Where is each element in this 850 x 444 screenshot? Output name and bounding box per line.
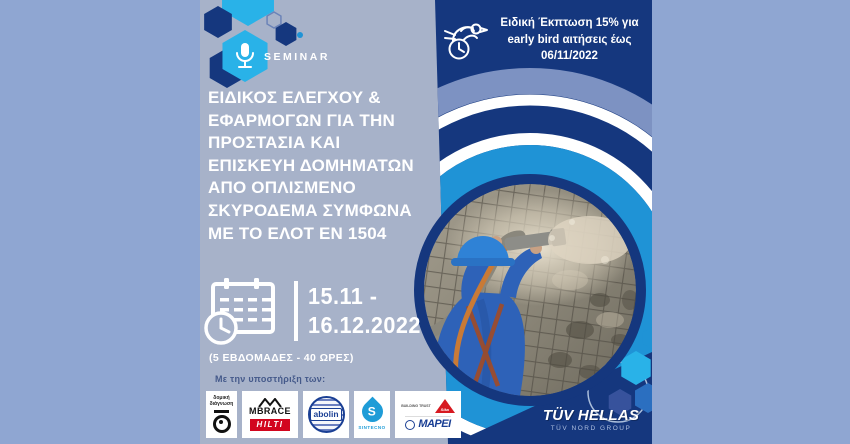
early-bird-offer xyxy=(443,15,645,65)
early-bird-line-1: Ειδική Έκπτωση 15% για xyxy=(500,17,639,29)
doma-logo-line-1: δομική xyxy=(213,395,230,402)
title-line-5: ΑΠΟ ΟΠΛΙΣΜΕΝΟ xyxy=(208,178,356,198)
abolin-circle-mark xyxy=(308,396,345,433)
date-line-1: 15.11 - xyxy=(308,283,378,310)
sponsors-intro-label: Με την υποστήριξη των: xyxy=(215,374,326,384)
mapei-label: MAPEI xyxy=(418,418,451,430)
date-divider xyxy=(294,281,298,341)
sponsor-logos xyxy=(206,391,461,438)
seminar-title xyxy=(208,87,414,245)
sika-triangle-mark xyxy=(435,399,455,413)
early-bird-line-3: 06/11/2022 xyxy=(541,50,598,63)
early-bird-line-2: early bird αιτήσεις έως xyxy=(507,33,632,46)
title-line-2: ΕΦΑΡΜΟΓΩΝ ΓΙΑ ΤΗΝ xyxy=(208,110,395,130)
doma-logo-line-2: διάγνωση xyxy=(209,401,234,407)
hexagon-cluster xyxy=(204,0,303,88)
mapei-row xyxy=(405,416,450,430)
sika-row xyxy=(401,399,455,413)
sika-label: Sika xyxy=(440,407,449,412)
left-letterbox xyxy=(0,0,200,444)
date-line-2: 16.12.2022 xyxy=(308,312,421,338)
tuv-nord-group-label: TÜV NORD GROUP xyxy=(550,425,632,432)
sintecno-logo xyxy=(354,391,390,438)
sintecno-initial: S xyxy=(367,404,377,419)
doma-logo-bar xyxy=(214,410,229,413)
early-bird-icon xyxy=(443,18,489,62)
seminar-badge-label: SEMINAR xyxy=(264,51,330,63)
date-section xyxy=(210,276,428,346)
doma-logo-mark xyxy=(213,415,231,433)
organizer-logo xyxy=(534,407,648,432)
right-letterbox xyxy=(652,0,850,444)
abolin-label: abolin xyxy=(310,408,341,420)
title-line-3: ΠΡΟΣΤΑΣΙΑ ΚΑΙ xyxy=(208,133,341,153)
doma-diagnosi-logo xyxy=(206,391,237,438)
sintecno-label: SINTECNO xyxy=(358,425,386,430)
mbrace-hilti-logo xyxy=(242,391,298,438)
early-bird-text xyxy=(494,15,645,65)
sika-mapei-logo xyxy=(395,391,461,438)
title-line-6: ΣΚΥΡΟΔΕΜΑ ΣΥΜΦΩΝΑ xyxy=(208,201,412,221)
abolin-logo xyxy=(303,391,349,438)
title-line-1: ΕΙΔΙΚΟΣ ΕΛΕΓΧΟΥ & xyxy=(208,88,381,107)
mbrace-label: MBRACE xyxy=(249,406,291,417)
sintecno-drop-mark xyxy=(357,397,387,427)
mapei-ring-mark xyxy=(405,420,415,430)
hilti-label: HILTI xyxy=(250,419,291,431)
sika-building-trust-label: BUILDING TRUST xyxy=(401,404,431,408)
seminar-poster xyxy=(200,0,652,444)
date-range xyxy=(308,282,421,340)
calendar-clock-icon xyxy=(210,276,280,346)
duration-label: (5 ΕΒΔΟΜΑΔΕΣ - 40 ΩΡΕΣ) xyxy=(209,352,354,364)
title-line-4: ΕΠΙΣΚΕΥΗ ΔΟΜΗΜΑΤΩΝ xyxy=(208,155,414,175)
tuv-hellas-label: TÜV HELLAS xyxy=(542,407,640,424)
title-line-7: ΜΕ ΤΟ ΕΛΟΤ ΕΝ 1504 xyxy=(208,223,387,243)
